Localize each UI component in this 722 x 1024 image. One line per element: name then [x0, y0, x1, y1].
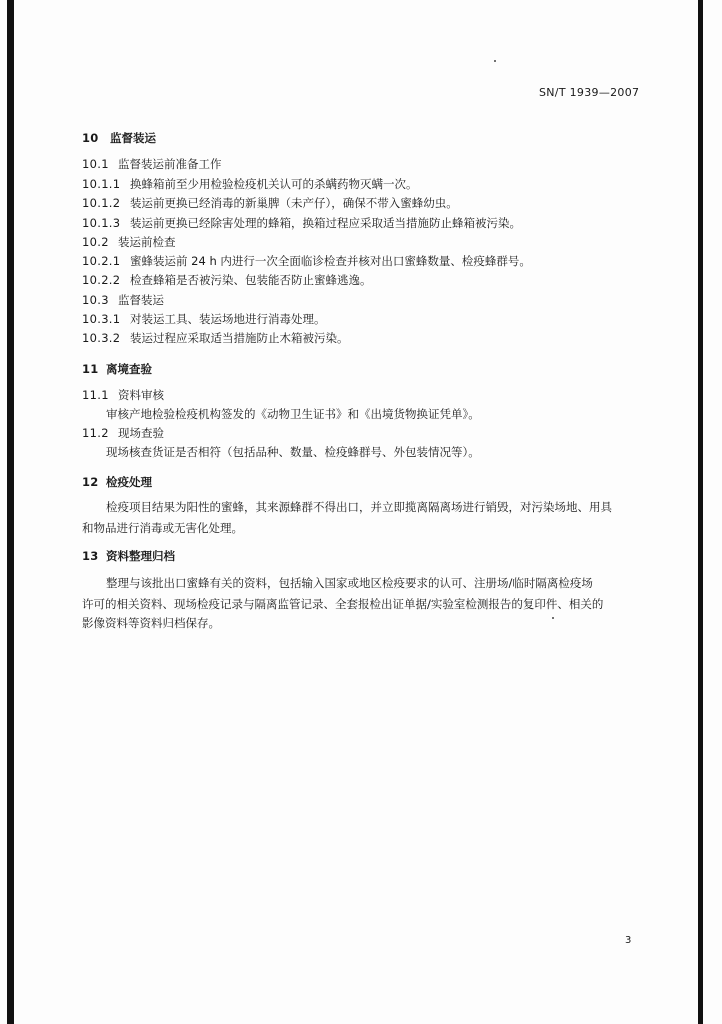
paragraph-12-line-1: 检疫项目结果为阳性的蜜蜂，其来源蜂群不得出口，并立即揽离隔离场进行销毁，对污染场地、用具	[106, 500, 612, 514]
scan-edge-right	[698, 0, 703, 1024]
subsection-heading-10-2: 10.2 装运前检查	[82, 235, 176, 249]
page-number: 3	[625, 935, 632, 946]
clause-10-1-3: 10.1.3 装运前更换已经除害处理的蜂箱，换箱过程应采取适当措施防止蜂箱被污染。	[82, 216, 521, 230]
section-heading-12: 12 检疫处理	[82, 475, 152, 489]
clause-10-2-2: 10.2.2 检查蜂箱是否被污染、包装能否防止蜜蜂逃逸。	[82, 273, 372, 287]
subsection-heading-11-1: 11.1 资料审核	[82, 388, 164, 402]
paragraph-11-2: 现场核查货证是否相符（包括品种、数量、检疫蜂群号、外包装情况等）。	[106, 445, 480, 459]
scan-speck	[494, 60, 496, 62]
paragraph-13-line-2: 许可的相关资料、现场检疫记录与隔离监管记录、全套报检出证单据/实验室检测报告的复印件、相关的	[82, 597, 604, 611]
section-heading-13: 13 资料整理归档	[82, 549, 175, 563]
clause-10-2-1: 10.2.1 蜜蜂装运前 24 h 内进行一次全面临诊检查并核对出口蜜蜂数量、检疫蜂群号。	[82, 254, 531, 268]
subsection-heading-11-2: 11.2 现场查验	[82, 426, 164, 440]
subsection-heading-10-1: 10.1 监督装运前准备工作	[82, 157, 222, 171]
section-heading-11: 11 离境查验	[82, 362, 152, 376]
scan-edge-left	[7, 0, 14, 1024]
standard-code: SN/T 1939—2007	[539, 86, 640, 99]
clause-10-1-2: 10.1.2 装运前更换已经消毒的新巢脾（未产仔），确保不带入蜜蜂幼虫。	[82, 196, 458, 210]
paragraph-12-line-2: 和物品进行消毒或无害化处理。	[82, 521, 243, 535]
clause-10-3-2: 10.3.2 装运过程应采取适当措施防止木箱被污染。	[82, 331, 349, 345]
paragraph-13-line-1: 整理与该批出口蜜蜂有关的资料，包括输入国家或地区检疫要求的认可、注册场/临时隔离检疫场	[106, 576, 593, 590]
subsection-heading-10-3: 10.3 监督装运	[82, 293, 164, 307]
clause-10-3-1: 10.3.1 对装运工具、装运场地进行消毒处理。	[82, 312, 326, 326]
clause-10-1-1: 10.1.1 换蜂箱前至少用检验检疫机关认可的杀螨药物灭螨一次。	[82, 177, 418, 191]
scan-speck	[552, 617, 554, 619]
paragraph-13-line-3: 影像资料等资料归档保存。	[82, 616, 220, 630]
paragraph-11-1: 审核产地检验检疫机构签发的《动物卫生证书》和《出境货物换证凭单》。	[106, 407, 480, 421]
section-heading-10: 10 监督装运	[82, 131, 156, 145]
